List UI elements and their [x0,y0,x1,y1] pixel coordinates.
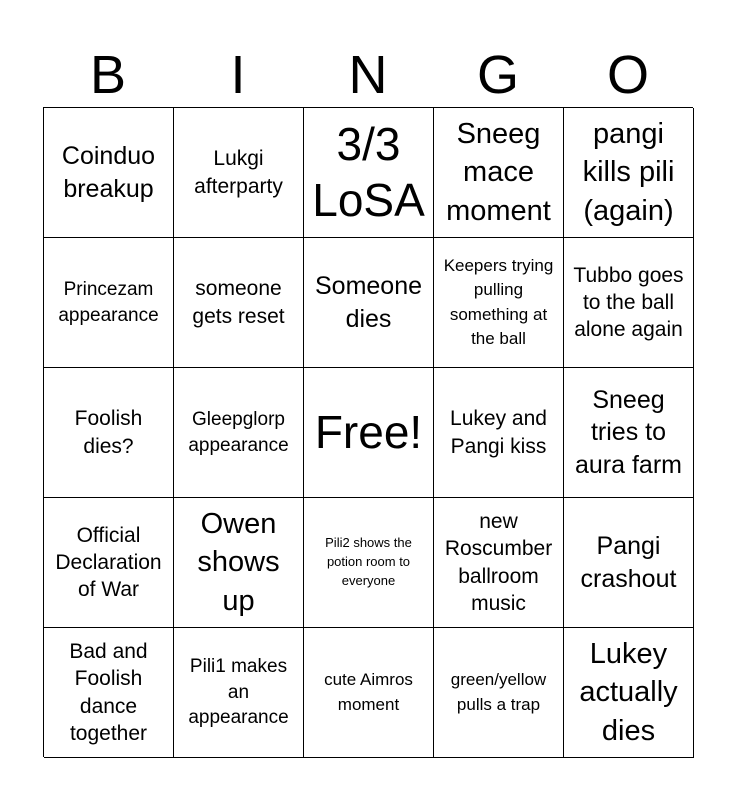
bingo-cell-r3-c2[interactable] [174,368,304,498]
bingo-cell-r1-c5[interactable] [564,108,694,238]
cell-text: Lukgi afterparty [194,147,283,198]
cell-text: Coinduo breakup [61,142,156,203]
bingo-cell-r5-c2[interactable] [174,628,304,758]
bingo-cell-r3-c5[interactable] [564,368,694,498]
bingo-header [43,42,693,108]
bingo-cell-r2-c2[interactable] [174,238,304,368]
cell-text: Princezam appearance [58,279,159,326]
header-letter-b: B [89,45,127,105]
cell-text: Bad and Foolish dance together [69,639,148,745]
bingo-cell-r5-c4[interactable] [434,628,564,758]
cell-text: Gleepglorp appearance [188,409,289,456]
bingo-board [43,107,693,757]
cell-text: Foolish dies? [74,407,143,458]
cell-text: Owen shows up [197,508,280,617]
cell-text: Official Declaration of War [55,523,162,602]
cell-text: cute Aimros moment [324,670,413,714]
cell-text: Lukey actually dies [579,638,678,747]
cell-text: pangi kills pili (again) [582,118,675,227]
cell-text: Sneeg mace moment [446,118,551,227]
header-letter-i: I [230,45,246,105]
cell-text: Pangi crashout [580,532,677,593]
bingo-cell-r5-c1[interactable] [44,628,174,758]
bingo-cell-r4-c2[interactable] [174,498,304,628]
bingo-cell-r3-c3[interactable] [304,368,434,498]
cell-text: Pili1 makes an appearance [188,656,289,729]
bingo-cell-r4-c1[interactable] [44,498,174,628]
header-letter-g: G [476,45,519,105]
bingo-cell-r4-c3[interactable] [304,498,434,628]
bingo-cell-r5-c5[interactable] [564,628,694,758]
bingo-cell-r3-c1[interactable] [44,368,174,498]
cell-text: Free! [314,405,423,458]
bingo-cell-r4-c4[interactable] [434,498,564,628]
cell-text: Lukey and Pangi kiss [450,407,547,458]
cell-text: 3/3 LoSA [312,118,425,226]
bingo-cell-r4-c5[interactable] [564,498,694,628]
cell-text: Pili2 shows the potion room to everyone [325,535,412,588]
bingo-cell-r2-c1[interactable] [44,238,174,368]
bingo-cell-r2-c4[interactable] [434,238,564,368]
cell-text: Sneeg tries to aura farm [575,385,682,479]
cell-text: Someone dies [314,272,423,333]
bingo-cell-r2-c3[interactable] [304,238,434,368]
bingo-cell-r3-c4[interactable] [434,368,564,498]
bingo-cell-r1-c4[interactable] [434,108,564,238]
header-letter-o: O [606,45,649,105]
cell-text: Tubbo goes to the ball alone again [573,263,684,342]
cell-text: new Roscumber ballroom music [444,509,553,615]
bingo-cell-r2-c5[interactable] [564,238,694,368]
bingo-cell-r1-c1[interactable] [44,108,174,238]
cell-text: Keepers trying pulling something at the ball [443,256,554,348]
bingo-cell-r1-c2[interactable] [174,108,304,238]
bingo-cell-r1-c3[interactable] [304,108,434,238]
cell-text: green/yellow pulls a trap [450,670,547,714]
bingo-cell-r5-c3[interactable] [304,628,434,758]
header-letter-n: N [348,45,388,105]
cell-text: someone gets reset [192,277,285,328]
